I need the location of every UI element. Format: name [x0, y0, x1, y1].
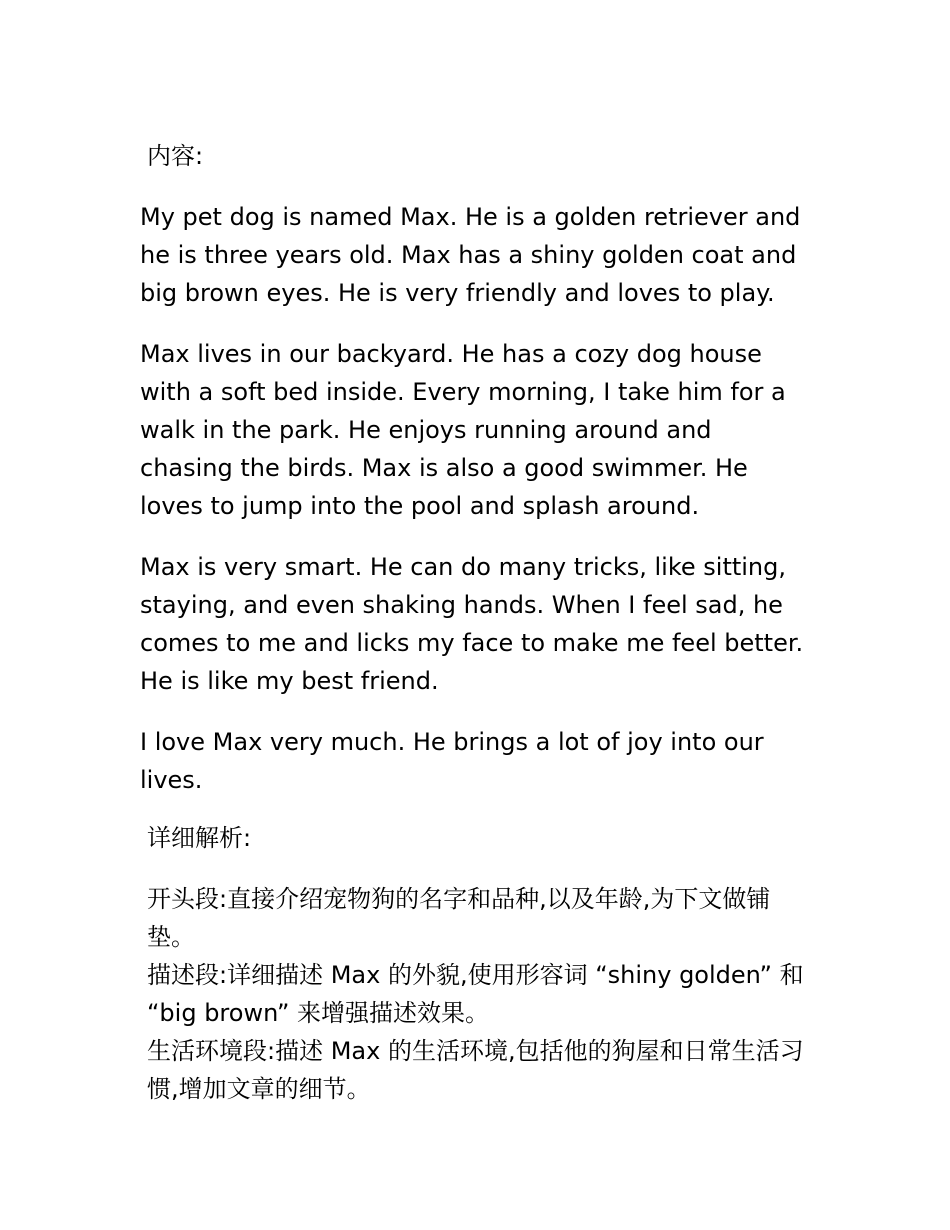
analysis-item-environment: 生活环境段:描述 Max 的生活环境,包括他的狗屋和日常生活习惯,增加文章的细节。 — [147, 1037, 804, 1103]
content-label: 内容: — [147, 142, 204, 170]
document-body — [140, 137, 808, 1108]
analysis-item-opening: 开头段:直接介绍宠物狗的名字和品种,以及年龄,为下文做铺垫。 — [147, 885, 771, 951]
essay-paragraph-2: Max lives in our backyard. He has a cozy dog house with a soft bed inside. Every morning, I take him for a walk in the park. He enjoys running around and chasing the birds. Max is also a good swimmer. He loves to jump into the pool and splash around. — [140, 340, 786, 520]
essay-paragraph-3: Max is very smart. He can do many tricks, like sitting, staying, and even shaking hands. When I feel sad, he comes to me and licks my face to make me feel better. He is like my best friend. — [140, 553, 804, 695]
essay-paragraph-1: My pet dog is named Max. He is a golden retriever and he is three years old. Max has a shiny golden coat and big brown eyes. He is very friendly and loves to play. — [140, 203, 801, 307]
analysis-item-description: 描述段:详细描述 Max 的外貌,使用形容词 “shiny golden” 和 “big brown” 来增强描述效果。 — [147, 961, 804, 1027]
analysis-label: 详细解析: — [147, 824, 252, 852]
essay-paragraph-4: I love Max very much. He brings a lot of joy into our lives. — [140, 728, 764, 794]
